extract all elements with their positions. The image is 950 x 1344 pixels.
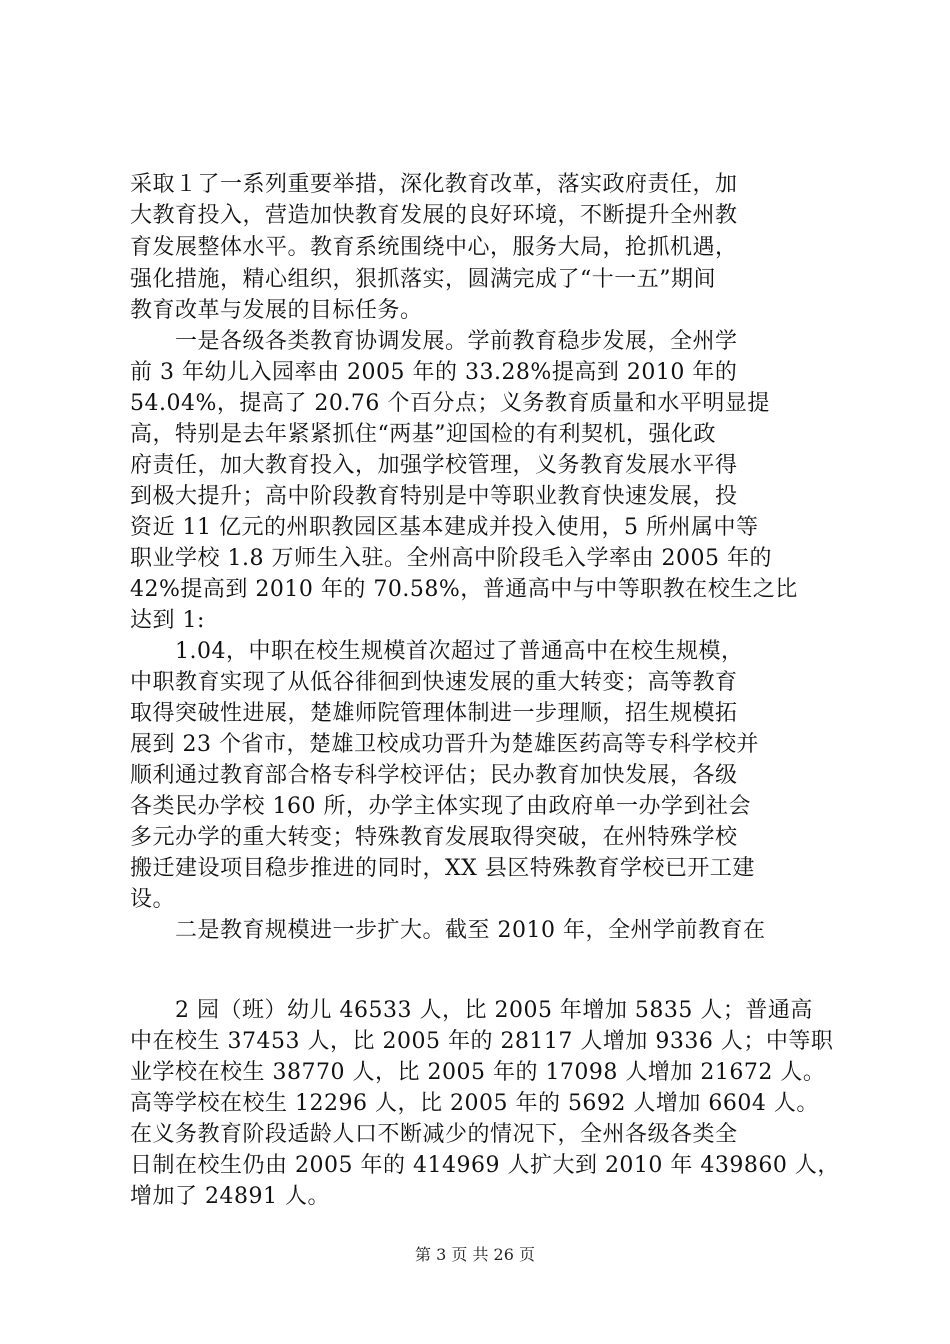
text-line: 1.04，中职在校生规模首次超过了普通高中在校生规模， xyxy=(130,639,744,664)
text-line: 高等学校在校生 12296 人，比 2005 年的 5692 人增加 6604 人。 xyxy=(130,1091,819,1116)
text-line: 职业学校 1.8 万师生入驻。全州高中阶段毛入学率由 2005 年的 xyxy=(130,546,772,571)
text-line: 采取１了一系列重要举措，深化教育改革，落实政府责任，加 xyxy=(130,172,738,197)
page-footer: 第 3 页 共 26 页 xyxy=(415,1245,535,1264)
text-line: 二是教育规模进一步扩大。截至 2010 年，全州学前教育在 xyxy=(130,918,766,943)
text-line: 教育改革与发展的目标任务。 xyxy=(130,298,423,323)
text-line: 42%提高到 2010 年的 70.58%，普通高中与中等职教在校生之比 xyxy=(130,577,798,602)
text-line: 顺利通过教育部合格专科学校评估；民办教育加快发展，各级 xyxy=(130,763,738,788)
text-line: 在义务教育阶段适龄人口不断减少的情况下，全州各级各类全 xyxy=(130,1122,738,1147)
text-line: 到极大提升；高中阶段教育特别是中等职业教育快速发展，投 xyxy=(130,484,738,509)
text-line: 一是各级各类教育协调发展。学前教育稳步发展，全州学 xyxy=(130,329,738,354)
text-line: 大教育投入，营造加快教育发展的良好环境，不断提升全州教 xyxy=(130,203,738,228)
text-line: 高，特别是去年紧紧抓住“两基”迎国检的有利契机，强化政 xyxy=(130,422,716,447)
text-line: 多元办学的重大转变；特殊教育发展取得突破，在州特殊学校 xyxy=(130,825,738,850)
text-line: 2 园（班）幼儿 46533 人，比 2005 年增加 5835 人；普通高 xyxy=(130,998,813,1023)
text-line: 育发展整体水平。教育系统围绕中心，服务大局，抢抓机遇， xyxy=(130,235,738,260)
text-line: 中职教育实现了从低谷徘徊到快速发展的重大转变；高等教育 xyxy=(130,670,738,695)
text-line: 资近 11 亿元的州职教园区基本建成并投入使用，5 所州属中等 xyxy=(130,515,759,540)
text-line: 设。 xyxy=(130,887,176,912)
text-line: 府责任，加大教育投入，加强学校管理，义务教育发展水平得 xyxy=(130,453,738,478)
text-line: 强化措施，精心组织，狠抓落实，圆满完成了“十一五”期间 xyxy=(130,267,716,292)
text-line: 54.04%，提高了 20.76 个百分点；义务教育质量和水平明显提 xyxy=(130,391,770,416)
text-line: 达到 1: xyxy=(130,608,205,633)
text-line: 前 3 年幼儿入园率由 2005 年的 33.28%提高到 2010 年的 xyxy=(130,360,738,385)
text-line: 展到 23 个省市，楚雄卫校成功晋升为楚雄医药高等专科学校并 xyxy=(130,732,759,757)
text-line: 取得突破性进展，楚雄师院管理体制进一步理顺，招生规模拓 xyxy=(130,701,738,726)
text-line: 日制在校生仍由 2005 年的 414969 人扩大到 2010 年 439860 人， xyxy=(130,1153,840,1178)
text-line: 增加了 24891 人。 xyxy=(130,1184,330,1209)
text-line: 中在校生 37453 人，比 2005 年的 28117 人增加 9336 人；中等职 xyxy=(130,1029,834,1054)
text-line: 搬迁建设项目稳步推进的同时，XX 县区特殊教育学校已开工建 xyxy=(130,856,755,881)
text-line: 各类民办学校 160 所，办学主体实现了由政府单一办学到社会 xyxy=(130,794,751,819)
text-line: 业学校在校生 38770 人，比 2005 年的 17098 人增加 21672 人。 xyxy=(130,1060,826,1085)
